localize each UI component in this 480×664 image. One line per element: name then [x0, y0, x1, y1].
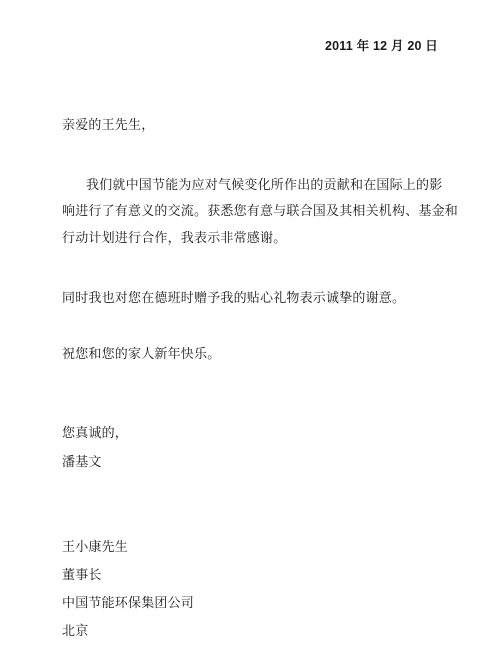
- recipient-city: 北京: [62, 624, 89, 639]
- recipient-title: 董事长: [62, 568, 102, 583]
- salutation: 亲爱的王先生，: [62, 118, 155, 133]
- recipient-name: 王小康先生: [62, 540, 129, 555]
- recipient-organization: 中国节能环保集团公司: [62, 596, 195, 611]
- paragraph-3: 祝您和您的家人新年快乐。: [62, 347, 221, 362]
- signer-name: 潘基文: [62, 455, 102, 470]
- paragraph-2: 同时我也对您在德班时赠予我的贴心礼物表示诚挚的谢意。: [62, 291, 406, 306]
- paragraph-1-line-2: 响进行了有意义的交流。获悉您有意与联合国及其相关机构、基金和: [62, 204, 459, 219]
- closing: 您真诚的，: [62, 426, 129, 441]
- letter-date: 2011 年 12 月 20 日: [325, 39, 438, 53]
- paragraph-1-line-1: 我们就中国节能为应对气候变化所作出的贡献和在国际上的影: [86, 178, 443, 193]
- paragraph-1-line-3: 行动计划进行合作，我表示非常感谢。: [62, 231, 287, 246]
